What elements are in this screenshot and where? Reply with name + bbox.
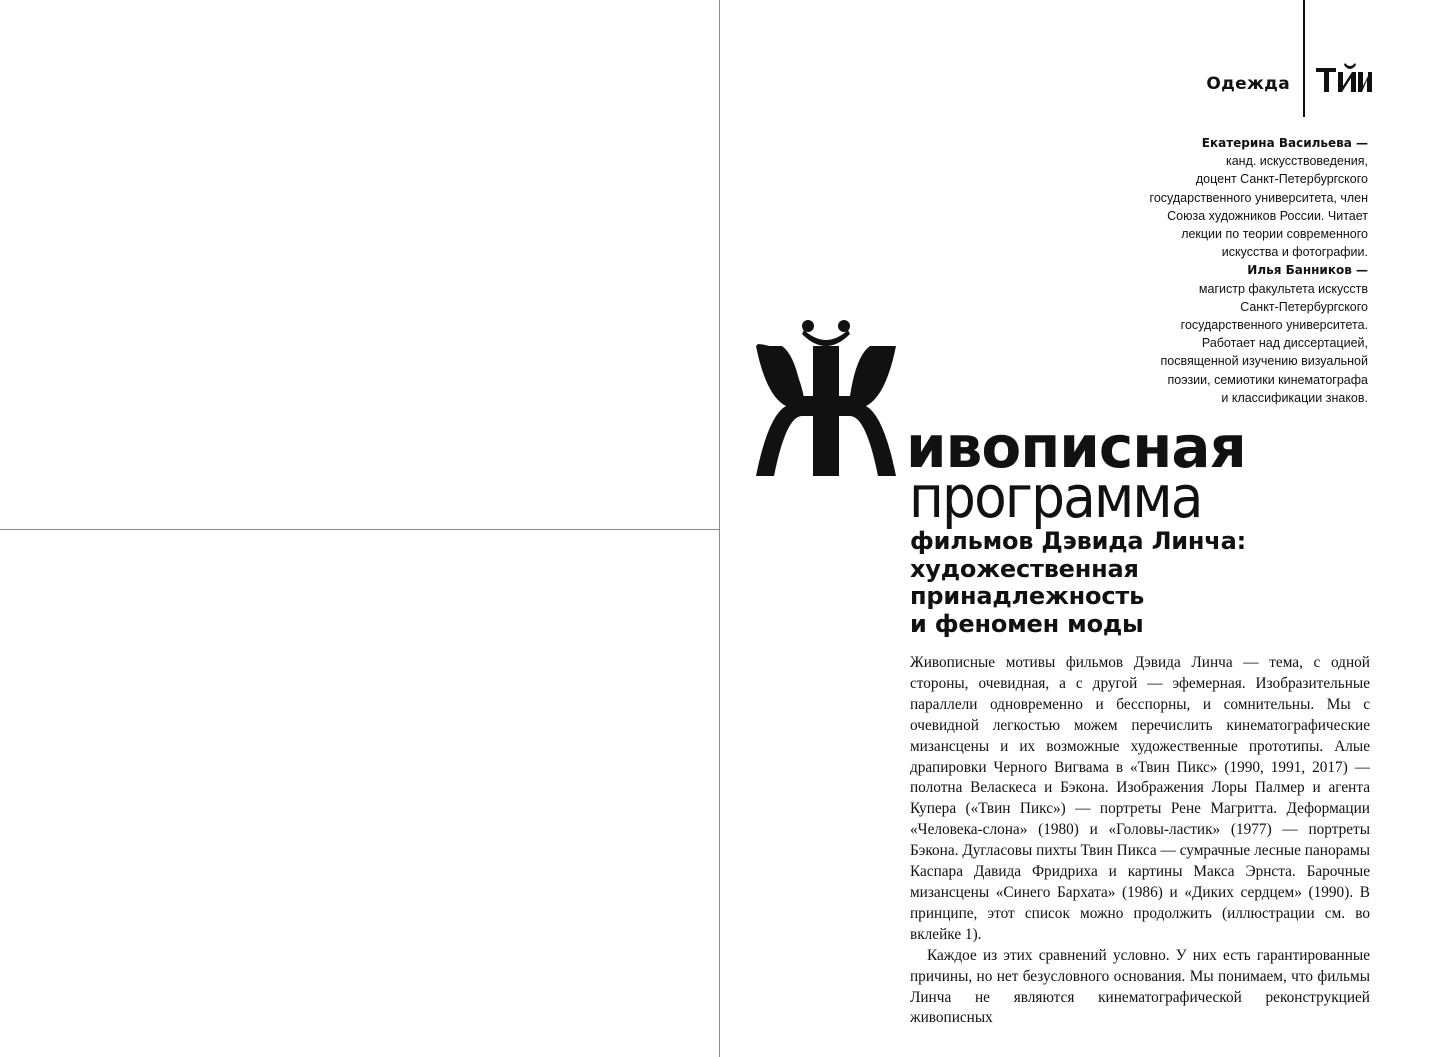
subtitle-line: и феномен моды xyxy=(910,609,1144,638)
author-bio-line: доцент Санкт-Петербургского xyxy=(1195,172,1368,187)
body-paragraph: Живописные мотивы фильмов Дэвида Линча — тема, с одной стороны, очевидная, а с другой — эфемерная. Изобразительные параллели одновременно и бесспорны, и сомнительны. Мы с очевидной легкостью можем перечислить кинематографические мизансцены и их возможные художественные прототипы. Алые драпировки Черного Вигвама в «Твин Пикс» (1990, 1991, 2017) — полотна Веласкеса и Бэкона. Изображения Лоры Палмер и агента Купера («Твин Пикс») — портреты Рене Магритта. Деформации «Человека-слона» (1980) и «Головы-ластик» (1977) — портреты Бэкона. Дугласовы пихты Твин Пикса — сумрачные лесные панорамы Каспара Давида Фридриха и картины Макса Эрнста. Барочные мизансцены «Синего Бархата» (1986) и «Диких сердцем» (1990). В принципе, этот список можно продолжить (иллюстрации см. во вклейке 1). xyxy=(910,654,1370,943)
article-body xyxy=(910,653,1370,1029)
author-bio-line: посвященной изучению визуальной xyxy=(1160,354,1368,369)
subtitle-line: художественная xyxy=(910,554,1139,583)
author-bio-line: искусства и фотографии. xyxy=(1221,245,1368,260)
header-divider xyxy=(1303,0,1305,117)
author-bio-line: государственного университета. xyxy=(1180,318,1368,333)
author-bio-line: канд. искусствоведения, xyxy=(1225,154,1368,169)
article-subtitle xyxy=(910,528,1310,638)
author-name: Екатерина Васильева — xyxy=(1201,136,1368,150)
author-bio-line: магистр факультета искусств xyxy=(1198,281,1368,296)
author-1 xyxy=(1080,134,1368,261)
subtitle-line: фильмов Дэвида Линча: xyxy=(910,527,1246,555)
authors-info xyxy=(1080,134,1368,407)
author-bio-line: государственного университета, член xyxy=(1149,190,1368,205)
journal-logo-icon xyxy=(1314,58,1374,96)
section-title: Одежда xyxy=(1206,74,1290,94)
subtitle-line: принадлежность xyxy=(910,582,1145,610)
author-bio-line: Санкт-Петербургского xyxy=(1240,299,1368,314)
author-bio-line: лекции по теории современного xyxy=(1181,227,1368,242)
author-bio-line: поэзии, семиотики кинематографа xyxy=(1167,372,1368,387)
author-2 xyxy=(1080,261,1368,407)
author-bio-line: Работает над диссертацией, xyxy=(1201,336,1368,351)
body-paragraph: Каждое из этих сравнений условно. У них есть гарантированные причины, но нет безусловного основания. Мы понимаем, что фильмы Линча не являются кинематографической реконструкцией живописных xyxy=(910,946,1370,1027)
title-initial-letter xyxy=(756,316,896,478)
author-name: Илья Банников — xyxy=(1247,263,1368,278)
left-page-midline xyxy=(0,529,720,530)
author-bio-line: Союза художников России. Читает xyxy=(1167,208,1368,223)
title-line-2: программа xyxy=(909,463,1202,531)
author-bio-line: и классификации знаков. xyxy=(1221,390,1368,405)
title-line-1: ивописная xyxy=(906,413,1246,481)
